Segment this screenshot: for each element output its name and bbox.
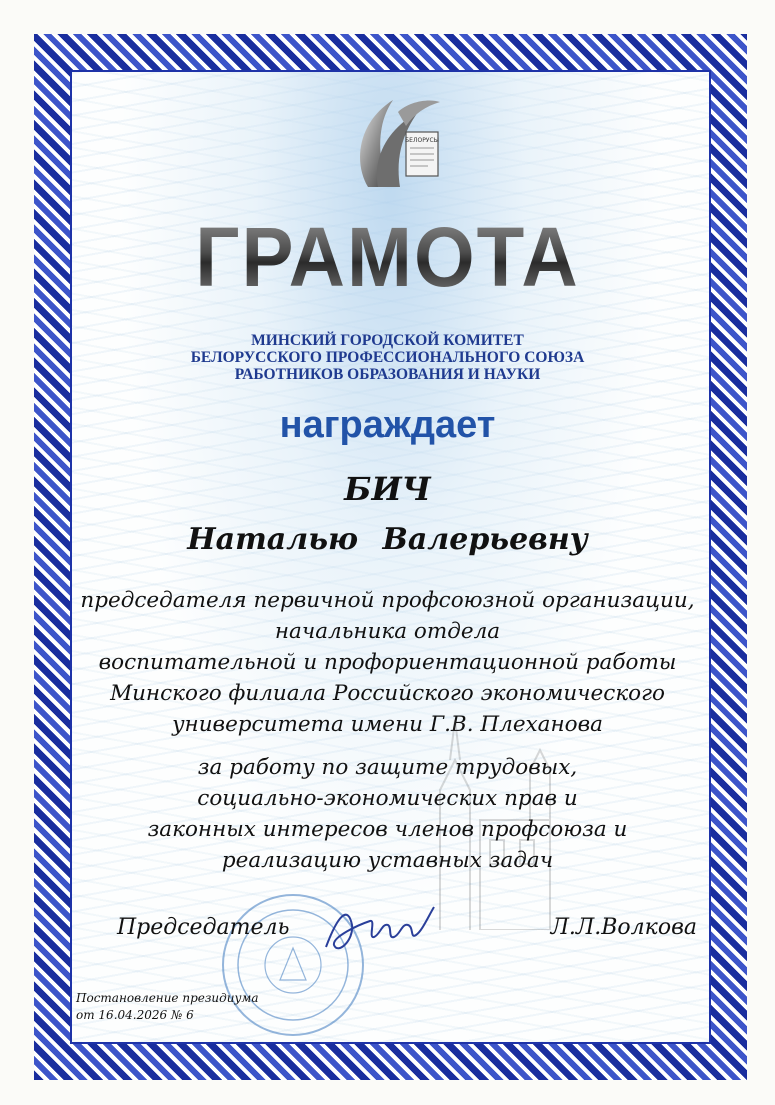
position-line: воспитательной и профориентационной работы <box>98 650 677 675</box>
certificate-title: ГРАМОТА <box>0 208 775 306</box>
signatory-name: Л.Л.Волкова <box>550 915 697 940</box>
organization-line: РАБОТНИКОВ ОБРАЗОВАНИЯ И НАУКИ <box>234 366 541 383</box>
recipient-name: Наталью Валерьевну <box>187 522 588 557</box>
position-line: начальника отдела <box>274 619 501 644</box>
signatory-title: Председатель <box>117 915 290 940</box>
awards-heading: награждает <box>279 404 496 446</box>
reason-line: за работу по защите трудовых, <box>197 755 578 780</box>
decree-line: Постановление президиума <box>76 991 259 1005</box>
union-emblem-icon <box>348 92 442 194</box>
reason-line: реализацию уставных задач <box>221 848 554 873</box>
reason-line: социально-экономических прав и <box>197 786 578 811</box>
emblem-text: БЕЛОРУСЫ <box>405 137 439 144</box>
organization-name <box>0 332 775 383</box>
decree-line: от 16.04.2026 № 6 <box>76 1008 194 1022</box>
reason-line: законных интересов членов профсоюза и <box>147 817 628 842</box>
signature-row <box>117 915 697 955</box>
recipient-surname: БИЧ <box>344 470 431 508</box>
organization-line: МИНСКИЙ ГОРОДСКОЙ КОМИТЕТ <box>251 332 524 349</box>
position-line: председателя первичной профсоюзной организации, <box>80 588 695 613</box>
award-reason <box>0 752 775 876</box>
decree-note <box>76 990 259 1024</box>
organization-line: БЕЛОРУССКОГО ПРОФЕССИОНАЛЬНОГО СОЮЗА <box>190 349 585 366</box>
position-line: университета имени Г.В. Плеханова <box>172 712 603 737</box>
position-line: Минского филиала Российского экономического <box>110 681 665 706</box>
